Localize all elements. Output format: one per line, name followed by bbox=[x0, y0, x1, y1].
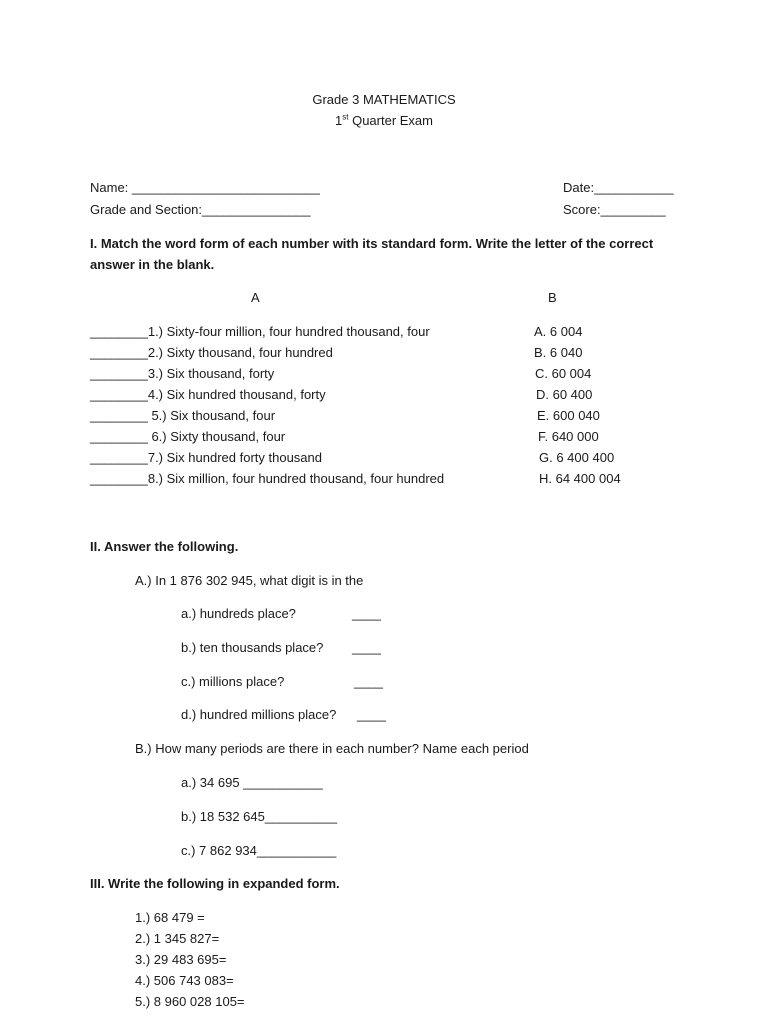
qb-item[interactable]: b.) 18 532 645__________ bbox=[181, 809, 338, 824]
part1-instruction-line2: answer in the blank. bbox=[90, 257, 215, 272]
answer-blank[interactable]: ____ bbox=[352, 606, 381, 621]
choice-d: D. 60 400 bbox=[536, 387, 593, 402]
column-b-header: B bbox=[548, 290, 557, 305]
part2-heading: II. Answer the following. bbox=[90, 539, 239, 554]
question-b: B.) How many periods are there in each number? Name each period bbox=[135, 741, 529, 756]
expanded-form-item[interactable]: 5.) 8 960 028 105= bbox=[135, 994, 245, 1009]
choice-h: H. 64 400 004 bbox=[539, 471, 621, 486]
grade-section-field[interactable]: Grade and Section:_______________ bbox=[90, 202, 311, 217]
choice-c: C. 60 004 bbox=[535, 366, 592, 381]
part1-instruction-line1: I. Match the word form of each number with its standard form. Write the letter of the correct bbox=[90, 236, 654, 251]
matching-item[interactable]: ________1.) Sixty-four million, four hundred thousand, four bbox=[90, 324, 430, 339]
qa-item-label: b.) ten thousands place? bbox=[181, 640, 324, 655]
column-a-header: A bbox=[251, 290, 260, 305]
choice-f: F. 640 000 bbox=[538, 429, 599, 444]
answer-blank[interactable]: ____ bbox=[354, 674, 383, 689]
name-field[interactable]: Name: __________________________ bbox=[90, 180, 320, 195]
expanded-form-item[interactable]: 4.) 506 743 083= bbox=[135, 973, 234, 988]
part3-heading: III. Write the following in expanded form. bbox=[90, 876, 340, 891]
question-a: A.) In 1 876 302 945, what digit is in the bbox=[135, 573, 364, 588]
matching-item[interactable]: ________4.) Six hundred thousand, forty bbox=[90, 387, 326, 402]
exam-subtitle bbox=[0, 113, 768, 128]
matching-item[interactable]: ________ 6.) Sixty thousand, four bbox=[90, 429, 286, 444]
exam-title: Grade 3 MATHEMATICS bbox=[312, 92, 456, 107]
matching-item[interactable]: ________3.) Six thousand, forty bbox=[90, 366, 275, 381]
answer-blank[interactable]: ____ bbox=[352, 640, 381, 655]
quarter-ordinal: st bbox=[342, 112, 349, 122]
quarter-label: Quarter Exam bbox=[348, 113, 433, 128]
expanded-form-item[interactable]: 3.) 29 483 695= bbox=[135, 952, 227, 967]
choice-g: G. 6 400 400 bbox=[539, 450, 615, 465]
qa-item-label: c.) millions place? bbox=[181, 674, 285, 689]
date-field[interactable]: Date:___________ bbox=[563, 180, 674, 195]
answer-blank[interactable]: ____ bbox=[357, 707, 386, 722]
expanded-form-item[interactable]: 2.) 1 345 827= bbox=[135, 931, 220, 946]
matching-item[interactable]: ________ 5.) Six thousand, four bbox=[90, 408, 276, 423]
choice-b: B. 6 040 bbox=[534, 345, 583, 360]
choice-a: A. 6 004 bbox=[534, 324, 583, 339]
quarter-number: 1 bbox=[335, 113, 343, 128]
qb-item[interactable]: a.) 34 695 ___________ bbox=[181, 775, 323, 790]
matching-item[interactable]: ________8.) Six million, four hundred thousand, four hundred bbox=[90, 471, 445, 486]
matching-item[interactable]: ________7.) Six hundred forty thousand bbox=[90, 450, 323, 465]
matching-item[interactable]: ________2.) Sixty thousand, four hundred bbox=[90, 345, 333, 360]
qa-item-label: a.) hundreds place? bbox=[181, 606, 296, 621]
choice-e: E. 600 040 bbox=[537, 408, 600, 423]
score-field[interactable]: Score:_________ bbox=[563, 202, 666, 217]
qb-item[interactable]: c.) 7 862 934___________ bbox=[181, 843, 337, 858]
expanded-form-item[interactable]: 1.) 68 479 = bbox=[135, 910, 205, 925]
qa-item-label: d.) hundred millions place? bbox=[181, 707, 337, 722]
